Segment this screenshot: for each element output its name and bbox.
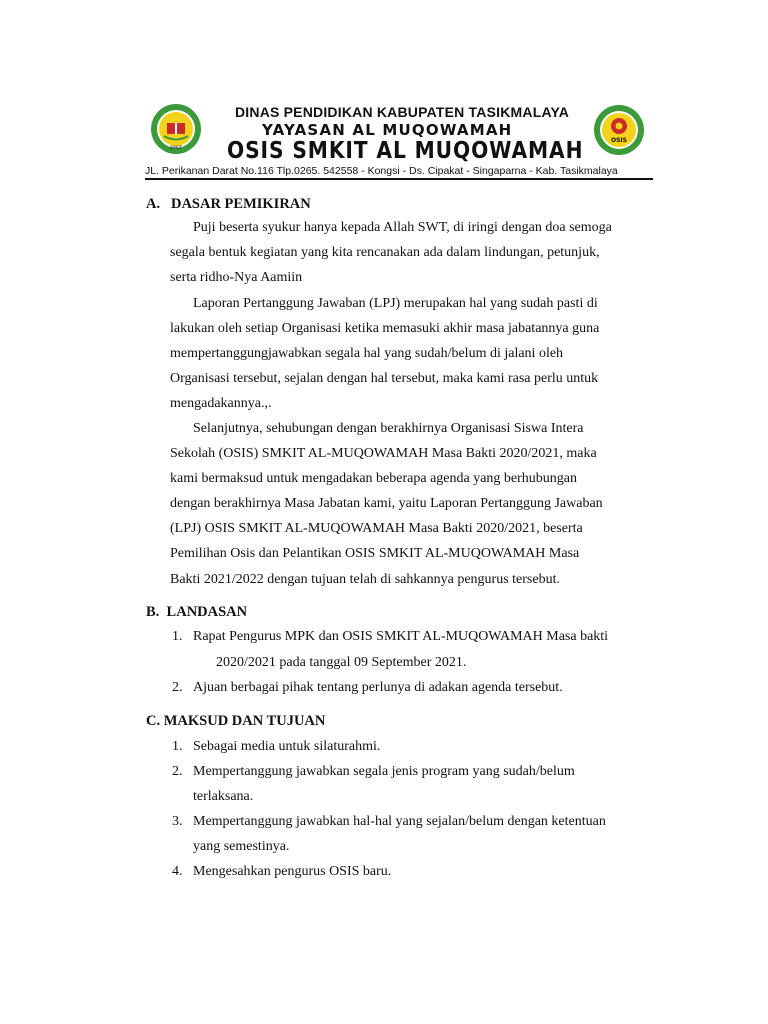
osis-logo-icon (593, 104, 645, 156)
list-item-number: 3. (172, 814, 183, 829)
list-item-number: 1. (172, 629, 183, 644)
list-item-line: Mempertanggung jawabkan hal-hal yang sejalan/belum dengan ketentuan (193, 814, 606, 829)
school-logo-icon (150, 103, 202, 155)
paragraph-line: mempertanggungjawabkan segala hal yang sudah/belum di jalani oleh (170, 346, 564, 361)
list-item-number: 1. (172, 739, 183, 754)
letterhead (145, 98, 653, 182)
list-item-number: 2. (172, 680, 183, 695)
paragraph-line: dengan berakhirnya Masa Jabatan kami, yaitu Laporan Pertanggung Jawaban (170, 496, 603, 511)
letterhead-divider (145, 178, 653, 180)
list-item-line: Rapat Pengurus MPK dan OSIS SMKIT AL-MUQOWAMAH Masa bakti (193, 629, 609, 644)
paragraph-line: segala bentuk kegiatan yang kita rencanakan ada dalam lindungan, petunjuk, (170, 245, 600, 260)
paragraph-line: serta ridho-Nya Aamiin (170, 270, 303, 285)
section-c-heading: C. MAKSUD DAN TUJUAN (146, 713, 326, 729)
letterhead-organization: OSIS SMKIT AL MUQOWAMAH (227, 138, 584, 164)
list-item-line: Ajuan berbagai pihak tentang perlunya di adakan agenda tersebut. (193, 680, 563, 695)
list-item-line: 2020/2021 pada tanggal 09 September 2021. (216, 655, 467, 670)
list-item-line: Mengesahkan pengurus OSIS baru. (193, 864, 392, 879)
section-b-heading: B. LANDASAN (146, 604, 248, 620)
list-item-line: terlaksana. (193, 789, 254, 804)
letterhead-address: JL. Perikanan Darat No.116 Tlp.0265. 542558 - Kongsi - Ds. Cipakat - Singaparna - Kab. Tasikmalaya (145, 165, 618, 177)
section-a-heading: A. DASAR PEMIKIRAN (146, 196, 311, 212)
paragraph-line: lakukan oleh setiap Organisasi ketika memasuki akhir masa jabatannya guna (170, 321, 600, 336)
list-item-line: Sebagai media untuk silaturahmi. (193, 739, 381, 754)
paragraph-line: kami bermaksud untuk mengadakan beberapa agenda yang berhubungan (170, 471, 578, 486)
paragraph-line: Selanjutnya, sehubungan dengan berakhirnya Organisasi Siswa Intera (193, 421, 584, 436)
paragraph-line: Sekolah (OSIS) SMKIT AL-MUQOWAMAH Masa Bakti 2020/2021, maka (170, 446, 597, 461)
letterhead-department: DINAS PENDIDIKAN KABUPATEN TASIKMALAYA (235, 104, 570, 120)
paragraph-line: Organisasi tersebut, sejalan dengan hal tersebut, maka kami rasa perlu untuk (170, 371, 599, 386)
list-item-line: Mempertanggung jawabkan segala jenis program yang sudah/belum (193, 764, 575, 779)
paragraph-line: mengadakannya.,. (170, 396, 272, 411)
svg-text:OSIS: OSIS (611, 137, 627, 144)
paragraph-line: Bakti 2021/2022 dengan tujuan telah di sahkannya pengurus tersebut. (170, 572, 560, 587)
paragraph-line: Laporan Pertanggung Jawaban (LPJ) merupakan hal yang sudah pasti di (193, 296, 598, 311)
paragraph-line: (LPJ) OSIS SMKIT AL-MUQOWAMAH Masa Bakti 2020/2021, beserta (170, 521, 583, 536)
paragraph-line: Puji beserta syukur hanya kepada Allah SWT, di iringi dengan doa semoga (193, 220, 612, 235)
list-item-number: 2. (172, 764, 183, 779)
svg-text:SMKIT: SMKIT (169, 145, 183, 150)
letterhead-foundation: YAYASAN AL MUQOWAMAH (262, 121, 513, 139)
list-item-line: yang semestinya. (193, 839, 290, 854)
list-item-number: 4. (172, 864, 183, 879)
paragraph-line: Pemilihan Osis dan Pelantikan OSIS SMKIT AL-MUQOWAMAH Masa (170, 546, 580, 561)
